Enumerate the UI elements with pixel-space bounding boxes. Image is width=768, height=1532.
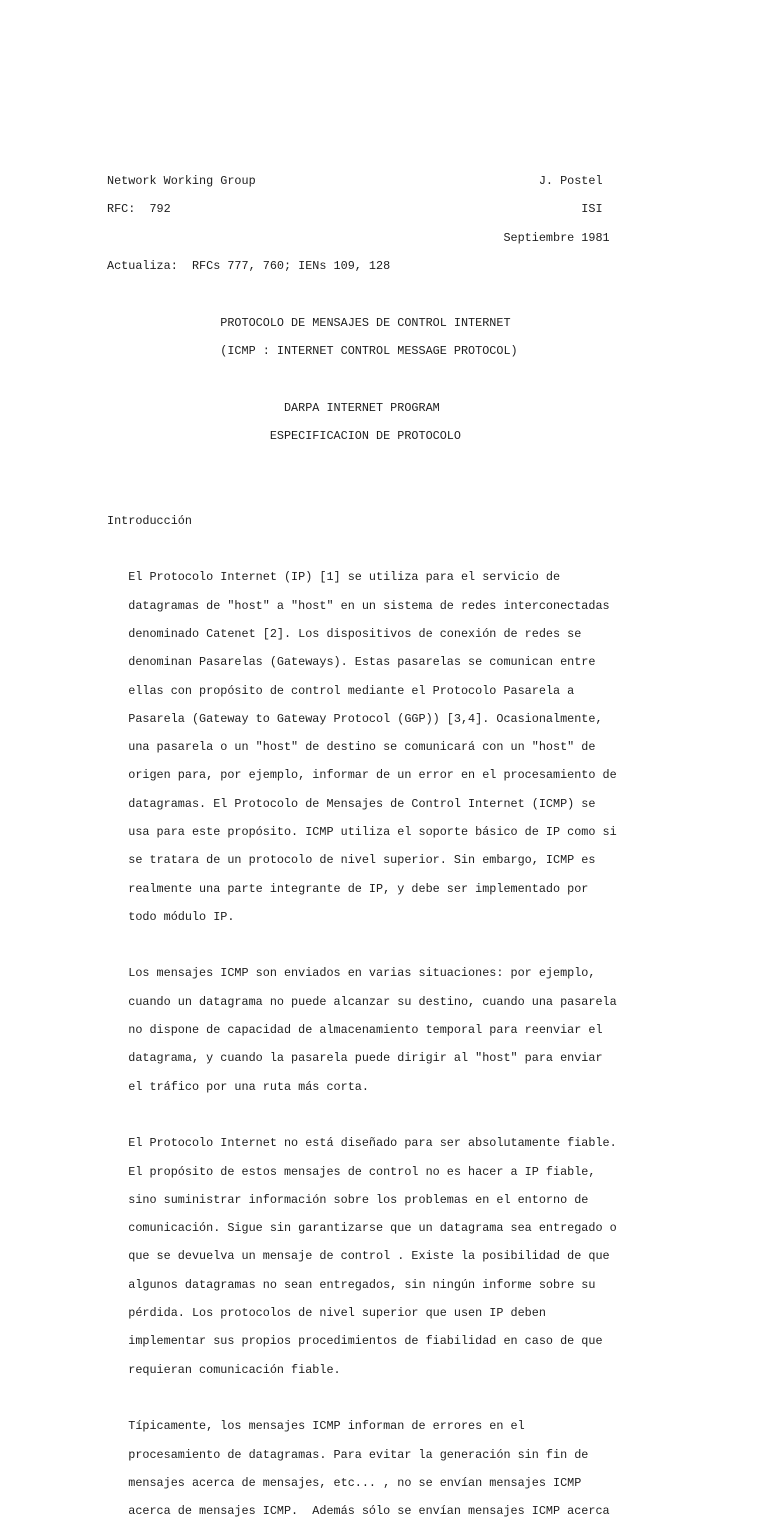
paragraph-1-line: usa para este propósito. ICMP utiliza el soporte básico de IP como si	[107, 824, 617, 839]
paragraph-4-line: procesamiento de datagramas. Para evitar la generación sin fin de	[107, 1447, 589, 1462]
paragraph-3-line: algunos datagramas no sean entregados, sin ningún informe sobre su	[107, 1277, 596, 1292]
paragraph-1-line: datagramas de "host" a "host" en un sistema de redes interconectadas	[107, 598, 610, 613]
paragraph-1-line: origen para, por ejemplo, informar de un error en el procesamiento de	[107, 768, 617, 783]
paragraph-3-line: El Protocolo Internet no está diseñado para ser absolutamente fiable.	[107, 1136, 617, 1151]
specification-label: ESPECIFICACION DE PROTOCOLO	[107, 428, 461, 443]
paragraph-3-line: que se devuelva un mensaje de control . Existe la posibilidad de que	[107, 1249, 610, 1264]
paragraph-4-line: Típicamente, los mensajes ICMP informan de errores en el	[107, 1419, 525, 1434]
paragraph-2-line: Los mensajes ICMP son enviados en varias situaciones: por ejemplo,	[107, 966, 596, 981]
blank-line	[107, 938, 667, 952]
blank-line	[107, 1108, 667, 1122]
paragraph-2-line: cuando un datagrama no puede alcanzar su destino, cuando una pasarela	[107, 994, 617, 1009]
paragraph-1-line: una pasarela o un "host" de destino se comunicará con un "host" de	[107, 740, 596, 755]
paragraph-1-line: Pasarela (Gateway to Gateway Protocol (GGP)) [3,4]. Ocasionalmente,	[107, 711, 603, 726]
paragraph-1-line: datagramas. El Protocolo de Mensajes de Control Internet (ICMP) se	[107, 796, 596, 811]
blank-line	[107, 372, 667, 386]
header-line-date: Septiembre 1981	[107, 230, 610, 245]
rfc-document-page	[107, 160, 667, 1532]
paragraph-3-line: comunicación. Sigue sin garantizarse que un datagrama sea entregado o	[107, 1221, 617, 1236]
document-subtitle: (ICMP : INTERNET CONTROL MESSAGE PROTOCOL)	[107, 343, 518, 358]
paragraph-3-line: requieran comunicación fiable.	[107, 1362, 341, 1377]
paragraph-3-line: pérdida. Los protocolos de nivel superior que usen IP deben	[107, 1306, 546, 1321]
header-line-updates: Actualiza: RFCs 777, 760; IENs 109, 128	[107, 259, 391, 274]
header-line-rfc-org: RFC: 792 ISI	[107, 202, 603, 217]
paragraph-1-line: ellas con propósito de control mediante el Protocolo Pasarela a	[107, 683, 575, 698]
blank-line	[107, 485, 667, 499]
paragraph-3-line: sino suministrar información sobre los problemas en el entorno de	[107, 1192, 589, 1207]
paragraph-2-line: datagrama, y cuando la pasarela puede dirigir al "host" para enviar	[107, 1051, 603, 1066]
paragraph-3-line: implementar sus propios procedimientos de fiabilidad en caso de que	[107, 1334, 603, 1349]
document-title: PROTOCOLO DE MENSAJES DE CONTROL INTERNET	[107, 315, 511, 330]
paragraph-1-line: se tratara de un protocolo de nivel superior. Sin embargo, ICMP es	[107, 853, 596, 868]
paragraph-1-line: denominado Catenet [2]. Los dispositivos de conexión de redes se	[107, 626, 582, 641]
paragraph-3-line: El propósito de estos mensajes de control no es hacer a IP fiable,	[107, 1164, 596, 1179]
header-line-group-author: Network Working Group J. Postel	[107, 174, 603, 189]
paragraph-4-line: acerca de mensajes ICMP. Además sólo se envían mensajes ICMP acerca	[107, 1504, 610, 1519]
paragraph-1-line: todo módulo IP.	[107, 909, 235, 924]
blank-line	[107, 1391, 667, 1405]
paragraph-4-line: mensajes acerca de mensajes, etc... , no se envían mensajes ICMP	[107, 1475, 582, 1490]
blank-line	[107, 287, 667, 301]
program-name: DARPA INTERNET PROGRAM	[107, 400, 440, 415]
blank-line	[107, 542, 667, 556]
paragraph-2-line: el tráfico por una ruta más corta.	[107, 1079, 369, 1094]
paragraph-1-line: El Protocolo Internet (IP) [1] se utiliza para el servicio de	[107, 570, 561, 585]
blank-line	[107, 457, 667, 471]
section-heading-introduccion: Introducción	[107, 513, 192, 528]
paragraph-1-line: denominan Pasarelas (Gateways). Estas pasarelas se comunican entre	[107, 655, 596, 670]
paragraph-1-line: realmente una parte integrante de IP, y debe ser implementado por	[107, 881, 589, 896]
paragraph-2-line: no dispone de capacidad de almacenamiento temporal para reenviar el	[107, 1023, 603, 1038]
